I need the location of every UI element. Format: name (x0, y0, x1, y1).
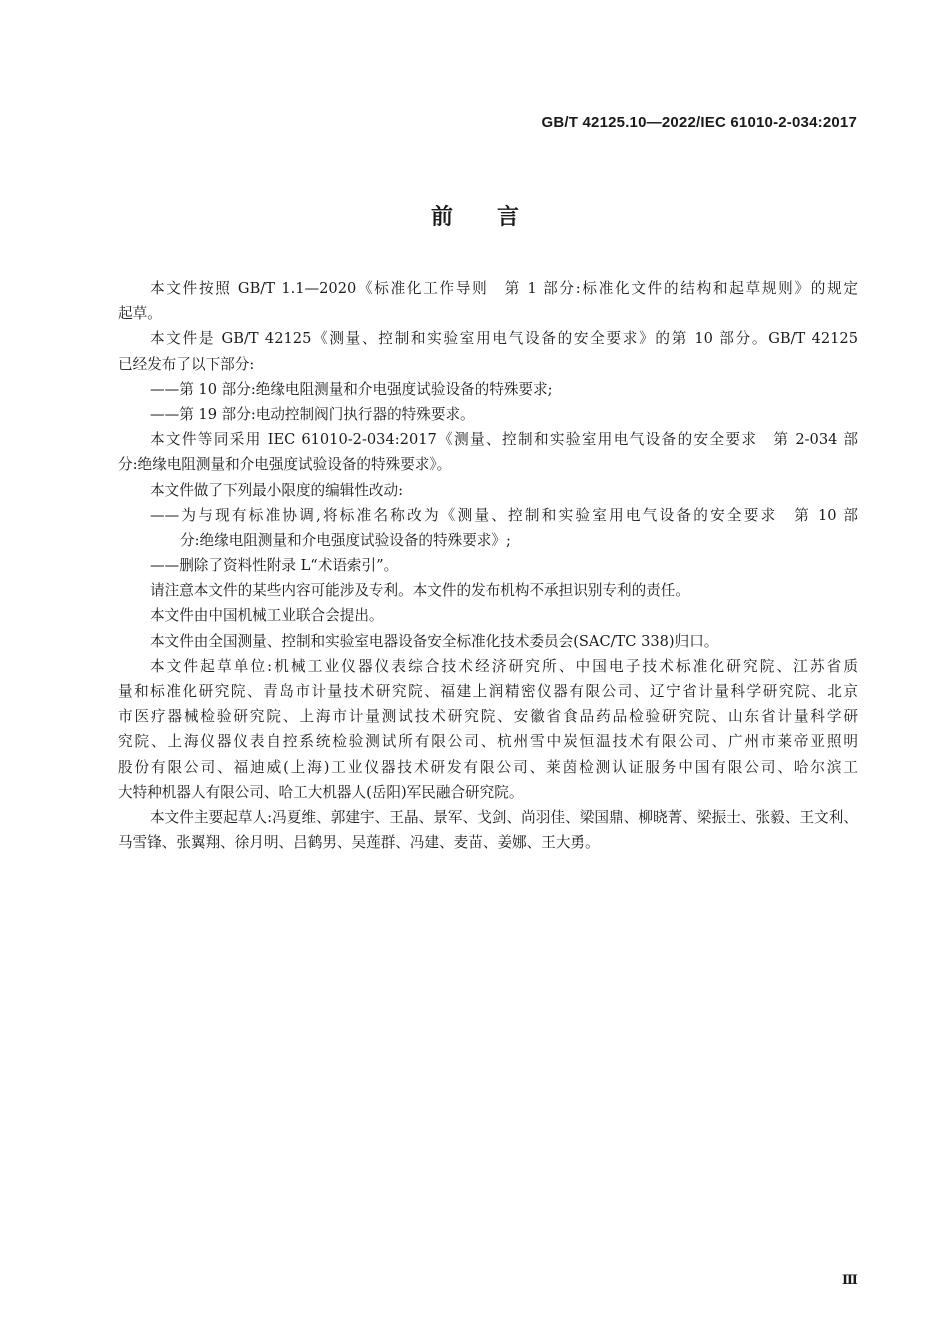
text-line: 本文件由全国测量、控制和实验室电器设备安全标准化技术委员会(SAC/TC 338)归口。 (150, 632, 719, 650)
text-line: 本文件按照 GB/T 1.1—2020《标准化工作导则 第 1 部分:标准化文件的结构和起草规则》的规定 (150, 280, 858, 297)
foreword-body (118, 276, 858, 855)
page-title: 前言 (430, 205, 563, 230)
text-line: 本文件起草单位:机械工业仪器仪表综合技术经济研究所、中国电子技术标准化研究院、江苏省质 (150, 657, 858, 675)
text-line: 起草。 (118, 305, 162, 323)
text-line: 分:绝缘电阻测量和介电强度试验设备的特殊要求》; (180, 531, 511, 549)
text-line: 本文件主要起草人:冯夏维、郭建宇、王晶、景军、戈剑、尚羽佳、梁国鼎、柳晓菁、梁振士、张毅、王文利、 (150, 808, 858, 826)
text-line: 股份有限公司、福迪威(上海)工业仪器技术研发有限公司、莱茵检测认证服务中国有限公司、哈尔滨工 (118, 758, 858, 776)
text-line: 马雪锋、张翼翔、徐月明、吕鹤男、吴莲群、冯建、麦苗、姜娜、王大勇。 (118, 834, 600, 852)
text-line: 究院、上海仪器仪表自控系统检验测试所有限公司、杭州雪中炭恒温技术有限公司、广州市莱帝亚照明 (118, 733, 858, 751)
text-line: 大特种机器人有限公司、哈工大机器人(岳阳)军民融合研究院。 (118, 783, 524, 801)
text-line: ——第 19 部分:电动控制阀门执行器的特殊要求。 (150, 405, 475, 423)
page-number: Ⅲ (842, 1273, 858, 1288)
text-line: ——为与现有标准协调,将标准名称改为《测量、控制和实验室用电气设备的安全要求 第 10 部 (150, 506, 858, 524)
standard-number-header: GB/T 42125.10—2022/IEC 61010-2-034:2017 (541, 114, 857, 131)
text-line: 市医疗器械检验研究院、上海市计量测试技术研究院、安徽省食品药品检验研究院、山东省计量科学研 (118, 708, 858, 726)
text-line: 本文件是 GB/T 42125《测量、控制和实验室用电气设备的安全要求》的第 10 部分。GB/T 42125 (150, 330, 858, 348)
text-line: 分:绝缘电阻测量和介电强度试验设备的特殊要求》。 (118, 456, 452, 474)
text-line: 本文件由中国机械工业联合会提出。 (150, 607, 384, 625)
text-line: ——删除了资料性附录 L“术语索引”。 (150, 557, 399, 575)
text-line: ——第 10 部分:绝缘电阻测量和介电强度试验设备的特殊要求; (150, 380, 553, 398)
text-line: 量和标准化研究院、青岛市计量技术研究院、福建上润精密仪器有限公司、辽宁省计量科学研究院、北京 (118, 683, 858, 700)
text-line: 本文件做了下列最小限度的编辑性改动: (150, 481, 404, 499)
text-line: 本文件等同采用 IEC 61010-2-034:2017《测量、控制和实验室用电气设备的安全要求 第 2-034 部 (150, 431, 858, 449)
text-line: 已经发布了以下部分: (118, 355, 255, 373)
text-line: 请注意本文件的某些内容可能涉及专利。本文件的发布机构不承担识别专利的责任。 (150, 582, 690, 600)
